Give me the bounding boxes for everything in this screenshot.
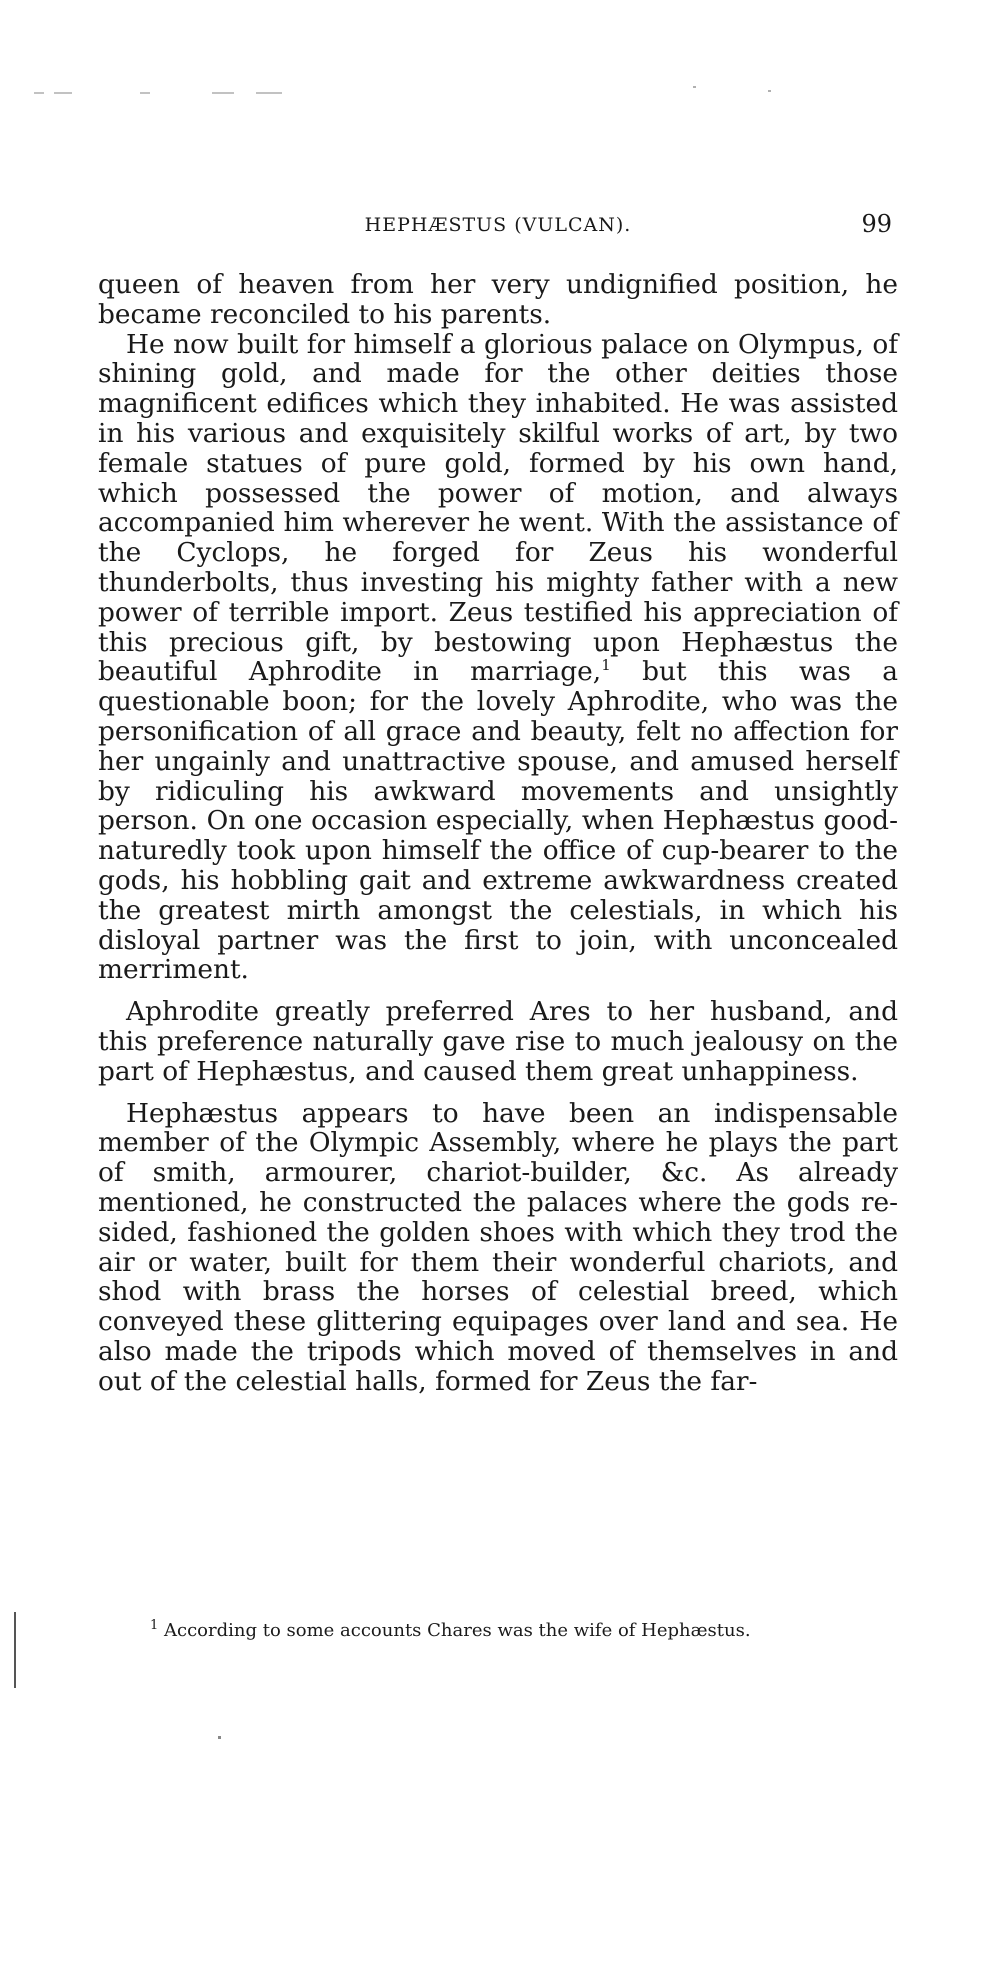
scan-artifact: [768, 90, 771, 92]
paragraph-1: queen of heaven from her very undignified position, he became reconciled to his parents.: [98, 269, 898, 330]
running-title: HEPHÆSTUS (VULCAN).: [364, 214, 632, 236]
paragraph-3: Aphrodite greatly preferred Ares to her husband, and this preference naturally gave rise to much jealousy on the part of Hephæstus, and caused them great unhappiness.: [98, 996, 898, 1087]
binding-edge-mark: [14, 1612, 16, 1688]
page-header: [98, 210, 898, 244]
page-number: 99: [861, 210, 892, 238]
footnote-text: According to some accounts Chares was the wife of Hephæstus.: [158, 1620, 751, 1641]
body-text: [98, 270, 898, 1396]
paragraph-2-part-2: but this was a questionable boon; for the lovely Aphrodite, who was the personification of all grace and beauty, felt no affection for her ungainly and unattractive spouse, and amused herself by ridiculing his awkward movements and unsightly person. On one occasion especially, when Hephæstus good-naturedly took upon himself the office of cup-bearer to the gods, his hobbling gait and extreme awkwardness created the greatest mirth amongst the celestials, in which his disloyal partner was the first to join, with unconcealed merriment.: [98, 656, 898, 986]
footnote-marker: 1: [150, 1618, 159, 1633]
scan-artifact: [34, 92, 44, 94]
footnote: [150, 1619, 910, 1643]
scan-artifact: [218, 1736, 221, 1739]
paragraph-4: Hephæstus appears to have been an indispensable member of the Olympic Assembly, where he plays the part of smith, armourer, chariot-builder, &c. As already mentioned, he constructed the palaces where the gods resided, fashioned the golden shoes with which they trod the air or water, built for them their wonderful chariots, and shod with brass the horses of celestial breed, which conveyed these glittering equipages over land and sea. He also made the tripods which moved of themselves in and out of the celestial halls, formed for Zeus the far-: [98, 1097, 898, 1397]
scan-artifact: [54, 92, 72, 94]
scan-artifact: [256, 92, 282, 94]
footnote-reference: 1: [601, 656, 611, 675]
paragraph-2-part-1: He now built for himself a glorious palace on Olympus, of shining gold, and made for the other deities those magnificent edifices which they inhabited. He was assisted in his various and exquisitely skilful works of art, by two female statues of pure gold, formed by his own hand, which possessed the power of motion, and always accompanied him wherever he went. With the assistance of the Cyclops, he forged for Zeus his wonderful thunderbolts, thus investing his mighty father with a new power of terrible import. Zeus testified his appreciation of this precious gift, by bestowing upon Hephæstus the beautiful Aphrodite in marriage,: [98, 328, 898, 688]
paragraph-2: [98, 330, 898, 986]
scan-artifact: [212, 92, 234, 94]
scan-artifact: [140, 92, 150, 94]
scan-artifact: [693, 86, 696, 88]
